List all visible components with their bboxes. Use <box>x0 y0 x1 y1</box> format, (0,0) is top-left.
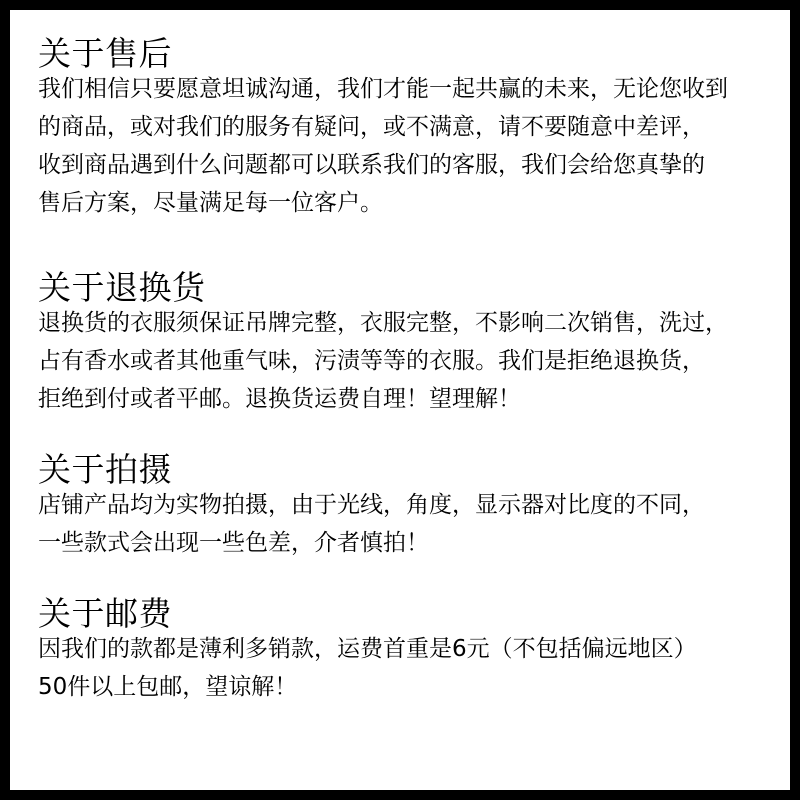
photography-section <box>38 450 778 556</box>
shipping-line: 50件以上包邮，望谅解！ <box>38 674 298 700</box>
after-sales-section <box>38 34 778 216</box>
shipping-heading: 关于邮费 <box>38 594 172 633</box>
after-sales-heading: 关于售后 <box>38 34 172 73</box>
shipping-line: 因我们的款都是薄利多销款，运费首重是6元（不包括偏远地区） <box>38 636 697 662</box>
return-exchange-heading: 关于退换货 <box>38 268 206 307</box>
notice-card <box>10 10 790 790</box>
after-sales-line: 收到商品遇到什么问题都可以联系我们的客服，我们会给您真挚的 <box>38 152 705 178</box>
after-sales-line: 我们相信只要愿意坦诚沟通，我们才能一起共赢的未来，无论您收到 <box>38 76 728 102</box>
return-exchange-line: 拒绝到付或者平邮。退换货运费自理！望理解！ <box>38 386 521 412</box>
photography-line: 一些款式会出现一些色差，介者慎拍！ <box>38 530 429 556</box>
photography-heading: 关于拍摄 <box>38 450 172 489</box>
return-exchange-line: 占有香水或者其他重气味，污渍等等的衣服。我们是拒绝退换货， <box>38 348 705 374</box>
return-exchange-section <box>38 268 778 412</box>
return-exchange-line: 退换货的衣服须保证吊牌完整，衣服完整，不影响二次销售，洗过， <box>38 310 728 336</box>
after-sales-line: 售后方案，尽量满足每一位客户。 <box>38 190 383 216</box>
photography-line: 店铺产品均为实物拍摄，由于光线，角度，显示器对比度的不同， <box>38 492 705 518</box>
after-sales-line: 的商品，或对我们的服务有疑问，或不满意，请不要随意中差评， <box>38 114 705 140</box>
shipping-section <box>38 594 778 700</box>
